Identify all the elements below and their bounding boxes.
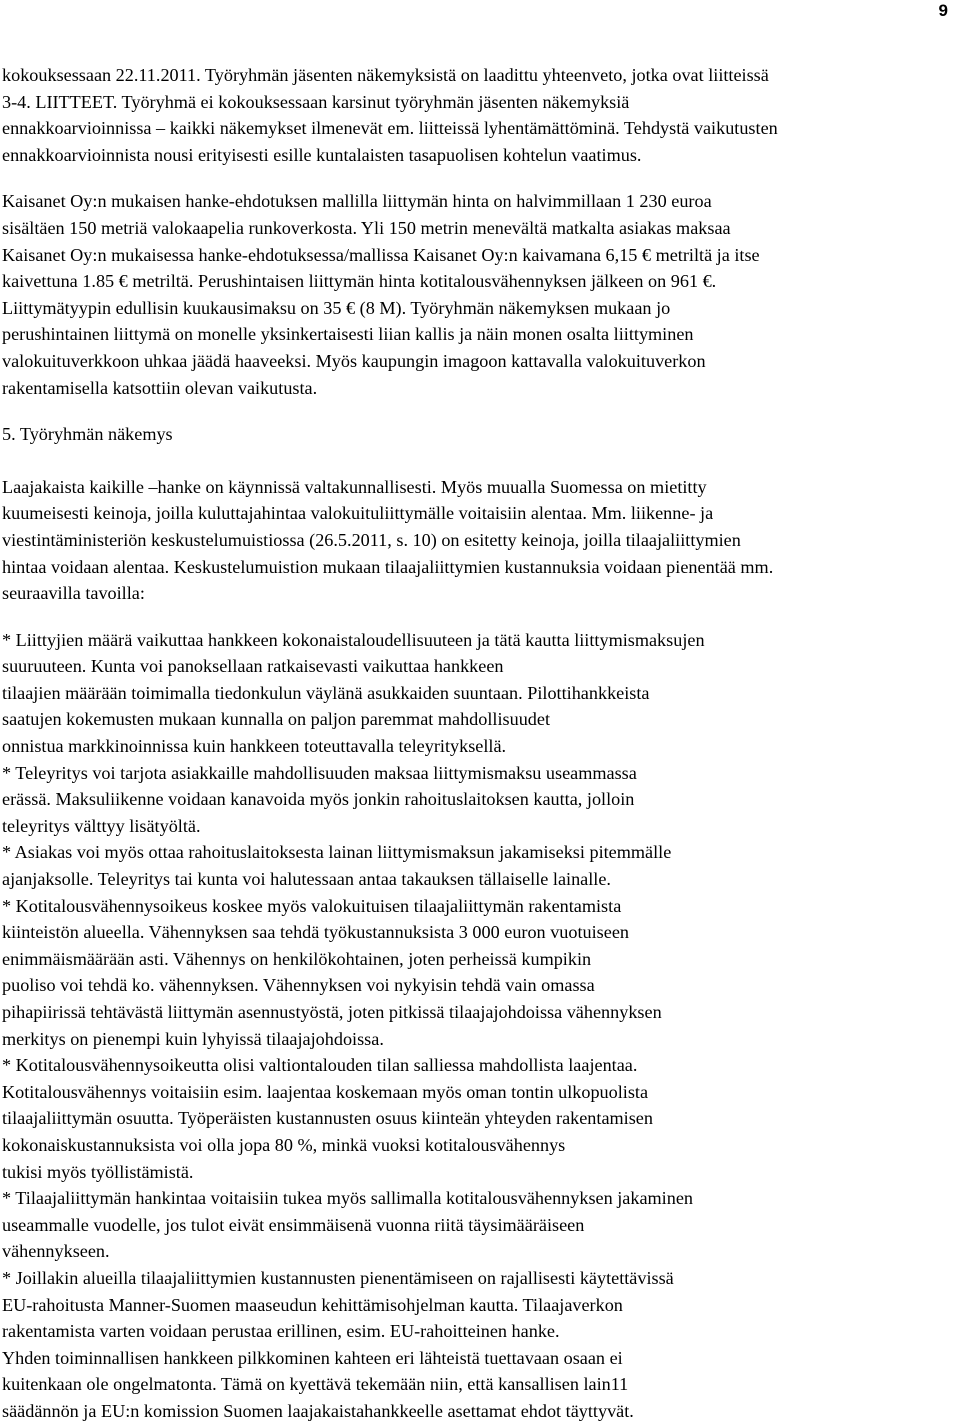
list-item: * Joillakin alueilla tilaajaliittymien kustannusten pienentämiseen on rajallisesti käytettävissä	[2, 1267, 674, 1288]
text-line: ennakkoarvioinnissa – kaikki näkemykset ilmenevät em. liitteissä lyhentämättöminä. Tehdystä vaikutusten	[2, 118, 778, 139]
list-item: useammalle vuodelle, jos tulot eivät ensimmäisenä vuonna riitä täysimääräiseen	[2, 1214, 585, 1235]
list-item: tilaajien määrään toimimalla tiedonkulun väylänä asukkaiden suuntaan. Pilottihankkeista	[2, 682, 650, 703]
list-item: * Liittyjien määrä vaikuttaa hankkeen kokonaistaloudellisuuteen ja tätä kautta liittymismaksujen	[2, 629, 705, 650]
list-item: kiinteistön alueella. Vähennyksen saa tehdä työkustannuksista 3 000 euron vuotuiseen	[2, 922, 629, 943]
list-item: ajanjaksolle. Teleyritys tai kunta voi halutessaan antaa takauksen tällaiselle lainalle.	[2, 869, 611, 890]
list-item: tukisi myös työllistämistä.	[2, 1161, 194, 1182]
text-line: viestintäministeriön keskustelumuistiossa (26.5.2011, s. 10) on esitetty keinoja, joilla tilaajaliittymien	[2, 529, 741, 550]
text-line: 3-4. LIITTEET. Työryhmä ei kokouksessaan karsinut työryhmän jäsenten näkemyksiä	[2, 91, 630, 112]
text-line: Kaisanet Oy:n mukaisen hanke-ehdotuksen mallilla liittymän hinta on halvimmillaan 1 230 euroa	[2, 191, 712, 212]
text-line: valokuituverkkoon uhkaa jäädä haaveeksi. Myös kaupungin imagoon kattavalla valokuituverkon	[2, 350, 706, 371]
paragraph-working-group-view	[2, 474, 952, 607]
list-item: Yhden toiminnallisen hankkeen pilkkominen kahteen eri lähteistä tuettavaan osaan ei	[2, 1347, 623, 1368]
list-item: enimmäismäärään asti. Vähennys on henkilökohtainen, joten perheissä kumpikin	[2, 948, 592, 969]
list-item: * Tilaajaliittymän hankintaa voitaisiin tukea myös sallimalla kotitalousvähennyksen jakaminen	[2, 1188, 693, 1209]
text-line: sisältäen 150 metriä valokaapelia runkoverkosta. Yli 150 metrin menevältä matkalta asiakas maksaa	[2, 217, 731, 238]
page-number: 9	[938, 1, 948, 20]
list-item: vähennykseen.	[2, 1241, 110, 1262]
list-item: merkitys on pienempi kuin lyhyissä tilaajajohdoissa.	[2, 1028, 384, 1049]
list-item: rakentamista varten voidaan perustaa erillinen, esim. EU-rahoitteinen hanke.	[2, 1321, 560, 1342]
list-item: Kotitalousvähennys voitaisiin esim. laajentaa koskemaan myös oman tontin ulkopuolista	[2, 1081, 649, 1102]
list-item: * Teleyritys voi tarjota asiakkaille mahdollisuuden maksaa liittymismaksu useammassa	[2, 762, 637, 783]
text-line: perushintainen liittymä on monelle yksinkertaisesti liian kallis ja näin monen osalta liittyminen	[2, 324, 694, 345]
list-item: tilaajaliittymän osuutta. Työperäisten kustannusten osuus kiinteän yhteyden rakentamisen	[2, 1108, 653, 1129]
list-item: * Kotitalousvähennysoikeutta olisi valtiontalouden tilan salliessa mahdollista laajentaa.	[2, 1055, 638, 1076]
section-heading: 5. Työryhmän näkemys	[2, 424, 173, 445]
paragraph-meeting-summary	[2, 62, 952, 168]
text-line: kokouksessaan 22.11.2011. Työryhmän jäsenten näkemyksistä on laadittu yhteenveto, jotka ovat liitteissä	[2, 65, 769, 85]
text-line: seuraavilla tavoilla:	[2, 583, 145, 604]
text-line: ennakkoarvioinnista nousi erityisesti esille kuntalaisten tasapuolisen kohtelun vaatimus.	[2, 144, 642, 165]
paragraph-pricing	[2, 188, 952, 401]
list-item: * Kotitalousvähennysoikeus koskee myös valokuituisen tilaajaliittymän rakentamista	[2, 895, 622, 916]
list-item: kokonaiskustannuksista voi olla jopa 80 %, minkä vuoksi kotitalousvähennys	[2, 1134, 566, 1155]
list-item: saatujen kokemusten mukaan kunnalla on paljon paremmat mahdollisuudet	[2, 709, 551, 730]
list-item: EU-rahoitusta Manner-Suomen maaseudun kehittämisohjelman kautta. Tilaajaverkon	[2, 1294, 623, 1315]
text-line: Liittymätyypin edullisin kuukausimaksu on 35 € (8 M). Työryhmän näkemyksen mukaan jo	[2, 297, 671, 318]
document-body	[2, 62, 952, 1425]
list-item: onnistua markkinoinnissa kuin hankkeen toteuttavalla teleyrityksellä.	[2, 736, 507, 757]
list-item: säädännön ja EU:n komission Suomen laajakaistahankkeelle asettamat ehdot täyttyvät.	[2, 1400, 634, 1421]
list-item: erässä. Maksuliikenne voidaan kanavoida myös jonkin rahoituslaitoksen kautta, jolloin	[2, 789, 635, 810]
list-item: teleyritys välttyy lisätyöltä.	[2, 815, 201, 836]
list-item: kuitenkaan ole ongelmatonta. Tämä on kyettävä tekemään niin, että kansallisen lain11	[2, 1374, 629, 1395]
text-line: Kaisanet Oy:n mukaisessa hanke-ehdotuksessa/mallissa Kaisanet Oy:n kaivamana 6,15 € metriltä ja itse	[2, 244, 760, 265]
text-line: Laajakaista kaikille –hanke on käynnissä valtakunnallisesti. Myös muualla Suomessa on mietitty	[2, 476, 707, 497]
list-item: * Asiakas voi myös ottaa rahoituslaitoksesta lainan liittymismaksun jakamiseksi pitemmälle	[2, 842, 672, 863]
bullet-list	[2, 627, 952, 1425]
text-line: kuumeisesti keinoja, joilla kuluttajahintaa valokuituliittymälle voitaisiin alentaa. Mm. liikenne- ja	[2, 503, 714, 524]
list-item: pihapiirissä tehtävästä liittymän asennustyöstä, joten pitkissä tilaajajohdoissa vähennyksen	[2, 1002, 662, 1022]
text-line: rakentamisella katsottiin olevan vaikutusta.	[2, 377, 318, 398]
list-item: puoliso voi tehdä ko. vähennyksen. Vähennyksen voi nykyisin tehdä vain omassa	[2, 975, 595, 996]
text-line: kaivettuna 1.85 € metriltä. Perushintaisen liittymän hinta kotitalousvähennyksen jälkeen on 961 €.	[2, 271, 717, 292]
list-item: suuruuteen. Kunta voi panoksellaan ratkaisevasti vaikuttaa hankkeen	[2, 656, 504, 677]
text-line: hintaa voidaan alentaa. Keskustelumuistion mukaan tilaajaliittymien kustannuksia voidaan pienentää mm.	[2, 556, 774, 577]
